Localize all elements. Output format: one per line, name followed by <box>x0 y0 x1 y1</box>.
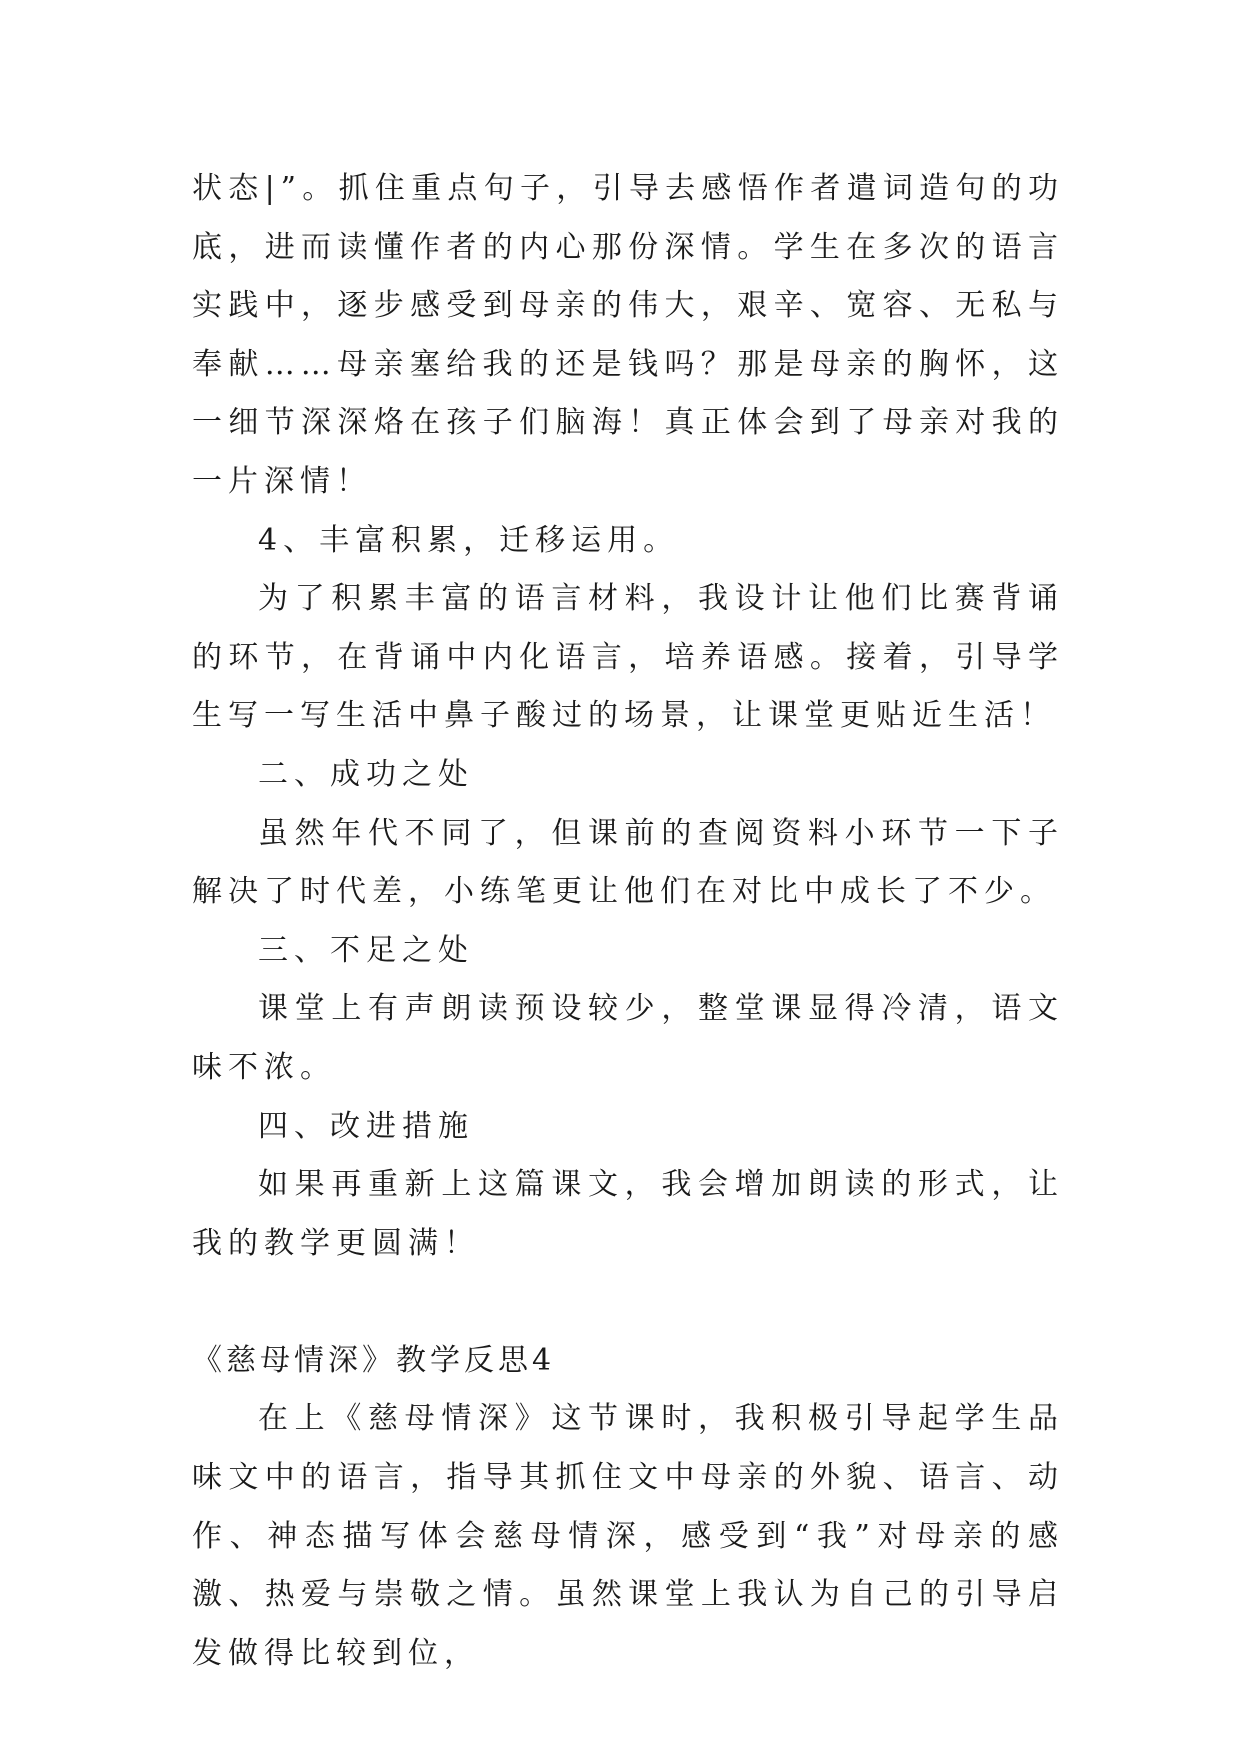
document-body <box>192 160 1064 1683</box>
paragraph-continued: 状态|”。抓住重点句子，引导去感悟作者遣词造句的功底，进而读懂作者的内心那份深情。学生在多次的语言实践中，逐步感受到母亲的伟大，艰辛、宽容、无私与奉献……母亲塞给我的还是钱吗？那是母亲的胸怀，这一细节深深烙在孩子们脑海！真正体会到了母亲对我的一片深情！ <box>192 171 1064 499</box>
section-paragraph: 在上《慈母情深》这节课时，我积极引导起学生品味文中的语言，指导其抓住文中母亲的外貌、语言、动作、神态描写体会慈母情深，感受到“我”对母亲的感激、热爱与崇敬之情。虽然课堂上我认为自己的引导启发做得比较到位， <box>192 1401 1064 1671</box>
section-spacer <box>192 1273 1064 1332</box>
section-title: 《慈母情深》教学反思4 <box>192 1342 556 1378</box>
paragraph-success: 虽然年代不同了，但课前的查阅资料小环节一下子解决了时代差，小练笔更让他们在对比中成长了不少。 <box>192 815 1064 910</box>
paragraph-heading-success: 二、成功之处 <box>258 756 474 792</box>
paragraph-heading-improvements: 四、改进措施 <box>258 1108 474 1144</box>
paragraph-heading-shortcomings: 三、不足之处 <box>258 932 474 968</box>
paragraph-accumulation: 为了积累丰富的语言材料，我设计让他们比赛背诵的环节，在背诵中内化语言，培养语感。接着，引导学生写一写生活中鼻子酸过的场景，让课堂更贴近生活！ <box>192 581 1064 734</box>
paragraph-shortcomings: 课堂上有声朗读预设较少，整堂课显得冷清，语文味不浓。 <box>192 991 1064 1085</box>
paragraph-improvements: 如果再重新上这篇课文，我会增加朗读的形式，让我的教学更圆满！ <box>192 1167 1064 1261</box>
paragraph-heading-4: 4、丰富积累，迁移运用。 <box>258 522 680 558</box>
